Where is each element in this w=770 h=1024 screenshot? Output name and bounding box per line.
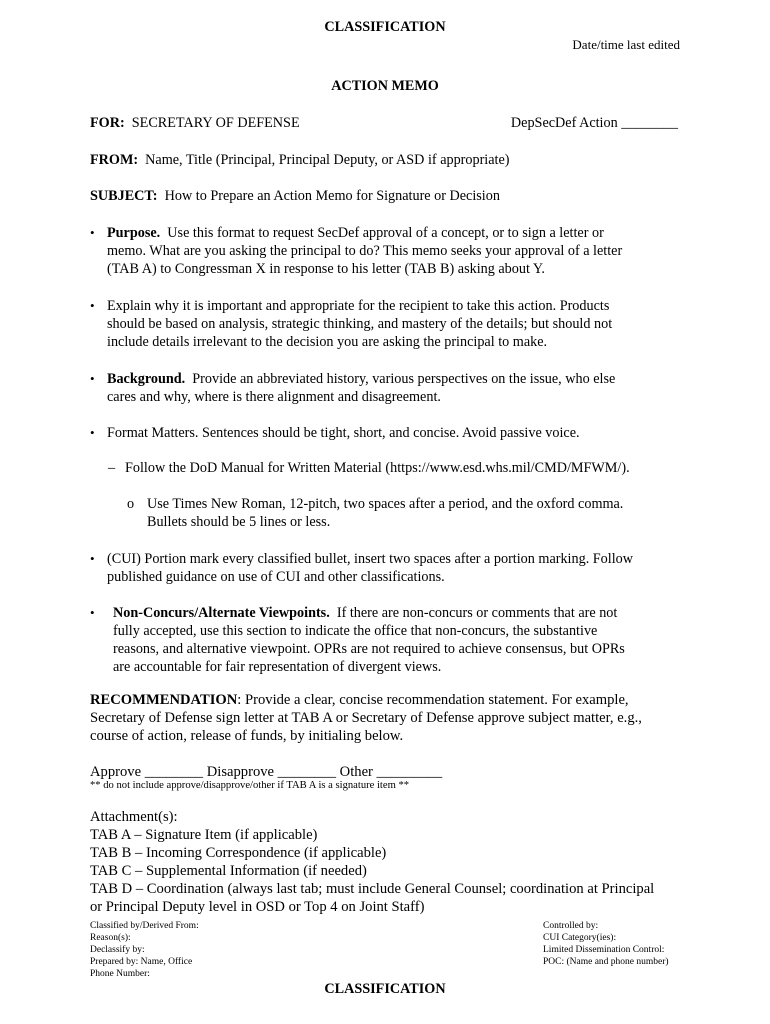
recommendation-text: : Provide a clear, concise recommendation statement. For example, [237,692,629,708]
memo-title: ACTION MEMO [331,78,439,94]
subject-value: How to Prepare an Action Memo for Signature or Decision [164,188,500,204]
bullet-icon: • [90,298,95,313]
limited-dissemination: Limited Dissemination Control: [543,945,665,955]
purpose-paragraph [107,224,667,278]
footer-left [90,920,199,980]
tab-d-item: TAB D – Coordination (always last tab; must include General Counsel; coordination at Principal [90,881,655,897]
from-value: Name, Title (Principal, Principal Deputy, or ASD if appropriate) [145,152,510,168]
date-last-edited: Date/time last edited [572,37,680,52]
approval-note: ** do not include approve/disapprove/other if TAB A is a signature item ** [90,780,410,791]
cui-category: CUI Category(ies): [543,933,617,943]
classified-by: Classified by/Derived From: [90,921,199,931]
explain-paragraph [107,297,667,351]
dash-icon: – [108,460,116,476]
recommendation-paragraph [90,691,690,745]
purpose-text: (TAB A) to Congressman X in response to his letter (TAB B) asking about Y. [107,261,545,277]
format-text: Format Matters. Sentences should be tight, short, and concise. Avoid passive voice. [107,425,580,441]
tab-a-item: TAB A – Signature Item (if applicable) [90,827,318,843]
cui-text: (CUI) Portion mark every classified bullet, insert two spaces after a portion marking. Follow [107,551,633,567]
times-text: Use Times New Roman, 12-pitch, two spaces after a period, and the oxford comma. [147,496,624,512]
background-text: cares and why, where is there alignment and disagreement. [107,389,441,405]
background-paragraph [107,370,667,406]
cui-text: published guidance on use of CUI and other classifications. [107,569,445,585]
format-paragraph [107,424,667,442]
dod-manual-text: Follow the DoD Manual for Written Material (https://www.esd.whs.mil/CMD/MFWM/). [125,460,630,476]
bullet-icon: • [90,605,95,620]
purpose-text: memo. What are you asking the principal to do? This memo seeks your approval of a letter [107,243,623,259]
background-text: Provide an abbreviated history, various perspectives on the issue, who else [192,371,616,387]
recommendation-label: RECOMMENDATION [90,692,238,708]
declassify-by: Declassify by: [90,945,145,955]
attachments-heading: Attachment(s): [90,809,178,825]
footer-right [543,920,669,968]
attachments-block [90,808,710,916]
for-line [90,114,300,132]
from-label: FROM: [90,152,139,168]
from-line [90,151,510,169]
prepared-by: Prepared by: Name, Office [90,957,193,967]
tab-b-item: TAB B – Incoming Correspondence (if applicable) [90,845,387,861]
background-label: Background. [107,371,186,387]
nonconcur-text: fully accepted, use this section to indicate the office that non-concurs, the substantive [113,623,598,639]
for-label: FOR: [90,115,125,131]
nonconcur-label: Non-Concurs/Alternate Viewpoints. [113,605,330,621]
nonconcur-text: reasons, and alternative viewpoint. OPRs are not required to achieve consensus, but OPRs [113,641,625,657]
nonconcur-paragraph [113,604,673,676]
tab-d-item: or Principal Deputy level in OSD or Top 4 on Joint Staff) [90,899,425,915]
bottom-classification: CLASSIFICATION [324,981,446,997]
purpose-label: Purpose. [107,225,161,241]
bullet-icon: • [90,225,95,240]
depsecdef-action: DepSecDef Action ________ [510,115,678,131]
bullet-icon: • [90,425,95,440]
nonconcur-text: are accountable for fair representation of divergent views. [113,659,442,675]
purpose-text: Use this format to request SecDef approval of a concept, or to sign a letter or [167,225,604,241]
reasons: Reason(s): [90,933,131,943]
explain-text: include details irrelevant to the decision you are asking the principal to make. [107,334,548,350]
for-value: SECRETARY OF DEFENSE [131,115,300,131]
controlled-by: Controlled by: [543,921,599,931]
cui-paragraph [107,550,687,586]
bullet-icon: • [90,371,95,386]
poc: POC: (Name and phone number) [543,957,669,967]
subject-label: SUBJECT: [90,188,158,204]
subject-line [90,187,500,205]
times-text: Bullets should be 5 lines or less. [147,514,331,530]
explain-text: Explain why it is important and appropriate for the recipient to take this action. Products [107,298,610,314]
nonconcur-text: If there are non-concurs or comments that are not [336,605,618,621]
approval-line: Approve ________ Disapprove ________ Other _________ [90,764,443,780]
circle-bullet-icon: o [127,496,135,512]
phone-number: Phone Number: [90,969,150,979]
tab-c-item: TAB C – Supplemental Information (if needed) [90,863,367,879]
times-paragraph [147,495,687,531]
explain-text: should be based on analysis, strategic thinking, and mastery of the details; but should not [107,316,613,332]
bullet-icon: • [90,551,95,566]
top-classification: CLASSIFICATION [324,19,446,35]
recommendation-text: course of action, release of funds, by initialing below. [90,728,404,744]
recommendation-text: Secretary of Defense sign letter at TAB A or Secretary of Defense approve subject matter, e.g., [90,710,642,726]
